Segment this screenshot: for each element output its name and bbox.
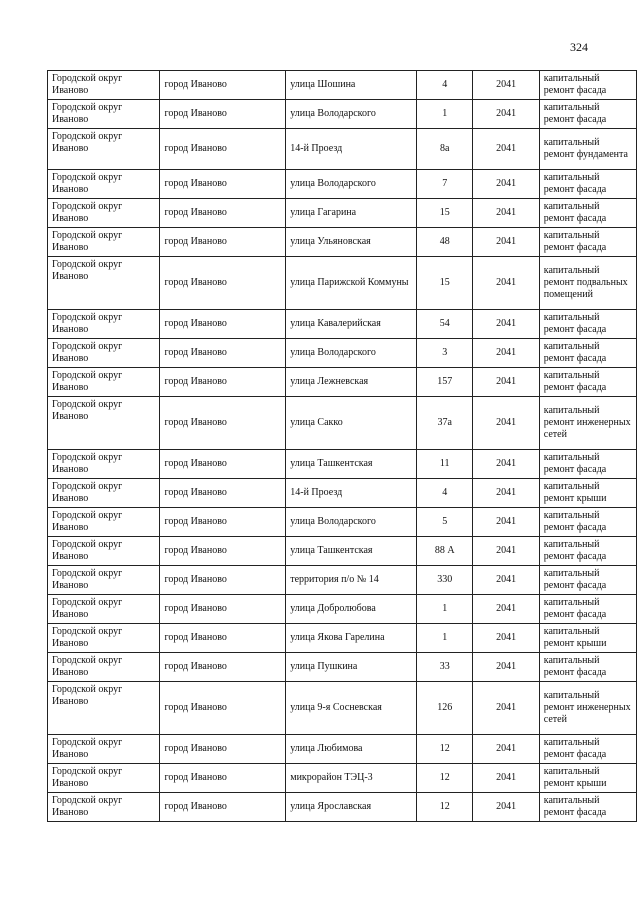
municipality-cell: Городской округ Иваново	[48, 368, 160, 397]
street-cell: улица Добролюбова	[286, 595, 417, 624]
municipality-cell: Городской округ Иваново	[48, 735, 160, 764]
year-cell: 2041	[473, 199, 539, 228]
city-cell: город Иваново	[160, 397, 286, 450]
table-body	[48, 71, 637, 822]
table-row	[48, 566, 637, 595]
city-cell: город Иваново	[160, 793, 286, 822]
page-number: 324	[570, 40, 588, 54]
city-cell: город Иваново	[160, 129, 286, 170]
table-row	[48, 199, 637, 228]
city-cell: город Иваново	[160, 624, 286, 653]
street-cell: улица Шошина	[286, 71, 417, 100]
street-cell: микрорайон ТЭЦ-3	[286, 764, 417, 793]
work-type-cell: капитальный ремонт крыши	[539, 624, 636, 653]
year-cell: 2041	[473, 479, 539, 508]
city-cell: город Иваново	[160, 228, 286, 257]
work-type-cell: капитальный ремонт фасада	[539, 228, 636, 257]
work-type-cell: капитальный ремонт фасада	[539, 450, 636, 479]
house-number-cell: 54	[417, 310, 473, 339]
municipality-cell: Городской округ Иваново	[48, 624, 160, 653]
street-cell: улица Володарского	[286, 508, 417, 537]
table-row	[48, 368, 637, 397]
year-cell: 2041	[473, 566, 539, 595]
city-cell: город Иваново	[160, 170, 286, 199]
year-cell: 2041	[473, 339, 539, 368]
year-cell: 2041	[473, 450, 539, 479]
work-type-cell: капитальный ремонт инженерных сетей	[539, 682, 636, 735]
table-row	[48, 450, 637, 479]
city-cell: город Иваново	[160, 257, 286, 310]
year-cell: 2041	[473, 129, 539, 170]
street-cell: улица Пушкина	[286, 653, 417, 682]
house-number-cell: 37а	[417, 397, 473, 450]
year-cell: 2041	[473, 624, 539, 653]
street-cell: улица Володарского	[286, 100, 417, 129]
work-type-cell: капитальный ремонт фасада	[539, 71, 636, 100]
street-cell: улица Якова Гарелина	[286, 624, 417, 653]
house-number-cell: 8а	[417, 129, 473, 170]
street-cell: улица Володарского	[286, 170, 417, 199]
city-cell: город Иваново	[160, 508, 286, 537]
house-number-cell: 126	[417, 682, 473, 735]
municipality-cell: Городской округ Иваново	[48, 537, 160, 566]
municipality-cell: Городской округ Иваново	[48, 682, 160, 735]
table-row	[48, 71, 637, 100]
work-type-cell: капитальный ремонт фасада	[539, 339, 636, 368]
house-number-cell: 33	[417, 653, 473, 682]
city-cell: город Иваново	[160, 450, 286, 479]
house-number-cell: 48	[417, 228, 473, 257]
street-cell: улица Ташкентская	[286, 537, 417, 566]
table-row	[48, 595, 637, 624]
street-cell: улица 9-я Сосневская	[286, 682, 417, 735]
house-number-cell: 330	[417, 566, 473, 595]
city-cell: город Иваново	[160, 100, 286, 129]
table-row	[48, 339, 637, 368]
house-number-cell: 15	[417, 199, 473, 228]
year-cell: 2041	[473, 228, 539, 257]
table-row	[48, 129, 637, 170]
house-number-cell: 157	[417, 368, 473, 397]
municipality-cell: Городской округ Иваново	[48, 310, 160, 339]
work-type-cell: капитальный ремонт фасада	[539, 537, 636, 566]
municipality-cell: Городской округ Иваново	[48, 199, 160, 228]
municipality-cell: Городской округ Иваново	[48, 764, 160, 793]
street-cell: улица Ульяновская	[286, 228, 417, 257]
city-cell: город Иваново	[160, 653, 286, 682]
city-cell: город Иваново	[160, 735, 286, 764]
house-number-cell: 12	[417, 793, 473, 822]
table-row	[48, 100, 637, 129]
municipality-cell: Городской округ Иваново	[48, 566, 160, 595]
house-number-cell: 1	[417, 100, 473, 129]
house-number-cell: 5	[417, 508, 473, 537]
municipality-cell: Городской округ Иваново	[48, 595, 160, 624]
table-row	[48, 397, 637, 450]
year-cell: 2041	[473, 257, 539, 310]
work-type-cell: капитальный ремонт крыши	[539, 764, 636, 793]
work-type-cell: капитальный ремонт фасада	[539, 310, 636, 339]
year-cell: 2041	[473, 368, 539, 397]
municipality-cell: Городской округ Иваново	[48, 479, 160, 508]
street-cell: улица Гагарина	[286, 199, 417, 228]
city-cell: город Иваново	[160, 310, 286, 339]
house-number-cell: 1	[417, 624, 473, 653]
city-cell: город Иваново	[160, 479, 286, 508]
work-type-cell: капитальный ремонт подвальных помещений	[539, 257, 636, 310]
table-row	[48, 624, 637, 653]
house-number-cell: 1	[417, 595, 473, 624]
city-cell: город Иваново	[160, 566, 286, 595]
year-cell: 2041	[473, 310, 539, 339]
municipality-cell: Городской округ Иваново	[48, 129, 160, 170]
municipality-cell: Городской округ Иваново	[48, 71, 160, 100]
city-cell: город Иваново	[160, 764, 286, 793]
year-cell: 2041	[473, 735, 539, 764]
work-type-cell: капитальный ремонт фасада	[539, 368, 636, 397]
municipality-cell: Городской округ Иваново	[48, 508, 160, 537]
municipality-cell: Городской округ Иваново	[48, 228, 160, 257]
work-type-cell: капитальный ремонт фасада	[539, 100, 636, 129]
city-cell: город Иваново	[160, 71, 286, 100]
city-cell: город Иваново	[160, 595, 286, 624]
street-cell: улица Лежневская	[286, 368, 417, 397]
year-cell: 2041	[473, 508, 539, 537]
street-cell: 14-й Проезд	[286, 129, 417, 170]
year-cell: 2041	[473, 793, 539, 822]
city-cell: город Иваново	[160, 199, 286, 228]
work-type-cell: капитальный ремонт фасада	[539, 199, 636, 228]
table-row	[48, 653, 637, 682]
year-cell: 2041	[473, 71, 539, 100]
table-row	[48, 682, 637, 735]
street-cell: улица Любимова	[286, 735, 417, 764]
table-row	[48, 508, 637, 537]
work-type-cell: капитальный ремонт крыши	[539, 479, 636, 508]
municipality-cell: Городской округ Иваново	[48, 339, 160, 368]
repair-schedule-table	[47, 70, 637, 822]
work-type-cell: капитальный ремонт фундамента	[539, 129, 636, 170]
year-cell: 2041	[473, 595, 539, 624]
table-row	[48, 310, 637, 339]
table-row	[48, 479, 637, 508]
municipality-cell: Городской округ Иваново	[48, 170, 160, 199]
house-number-cell: 12	[417, 735, 473, 764]
street-cell: 14-й Проезд	[286, 479, 417, 508]
house-number-cell: 15	[417, 257, 473, 310]
year-cell: 2041	[473, 764, 539, 793]
municipality-cell: Городской округ Иваново	[48, 397, 160, 450]
table-row	[48, 735, 637, 764]
street-cell: территория п/о № 14	[286, 566, 417, 595]
municipality-cell: Городской округ Иваново	[48, 257, 160, 310]
house-number-cell: 12	[417, 764, 473, 793]
city-cell: город Иваново	[160, 339, 286, 368]
city-cell: город Иваново	[160, 682, 286, 735]
house-number-cell: 11	[417, 450, 473, 479]
street-cell: улица Кавалерийская	[286, 310, 417, 339]
table-row	[48, 257, 637, 310]
house-number-cell: 7	[417, 170, 473, 199]
city-cell: город Иваново	[160, 368, 286, 397]
municipality-cell: Городской округ Иваново	[48, 450, 160, 479]
house-number-cell: 4	[417, 71, 473, 100]
work-type-cell: капитальный ремонт фасада	[539, 170, 636, 199]
house-number-cell: 88 А	[417, 537, 473, 566]
house-number-cell: 3	[417, 339, 473, 368]
work-type-cell: капитальный ремонт инженерных сетей	[539, 397, 636, 450]
municipality-cell: Городской округ Иваново	[48, 653, 160, 682]
city-cell: город Иваново	[160, 537, 286, 566]
work-type-cell: капитальный ремонт фасада	[539, 653, 636, 682]
street-cell: улица Парижской Коммуны	[286, 257, 417, 310]
work-type-cell: капитальный ремонт фасада	[539, 508, 636, 537]
table-row	[48, 764, 637, 793]
work-type-cell: капитальный ремонт фасада	[539, 793, 636, 822]
work-type-cell: капитальный ремонт фасада	[539, 735, 636, 764]
year-cell: 2041	[473, 682, 539, 735]
year-cell: 2041	[473, 100, 539, 129]
street-cell: улица Сакко	[286, 397, 417, 450]
table-row	[48, 537, 637, 566]
table-row	[48, 228, 637, 257]
year-cell: 2041	[473, 537, 539, 566]
work-type-cell: капитальный ремонт фасада	[539, 566, 636, 595]
table-row	[48, 170, 637, 199]
year-cell: 2041	[473, 397, 539, 450]
work-type-cell: капитальный ремонт фасада	[539, 595, 636, 624]
year-cell: 2041	[473, 653, 539, 682]
year-cell: 2041	[473, 170, 539, 199]
municipality-cell: Городской округ Иваново	[48, 793, 160, 822]
street-cell: улица Ярославская	[286, 793, 417, 822]
street-cell: улица Володарского	[286, 339, 417, 368]
street-cell: улица Ташкентская	[286, 450, 417, 479]
municipality-cell: Городской округ Иваново	[48, 100, 160, 129]
table-row	[48, 793, 637, 822]
house-number-cell: 4	[417, 479, 473, 508]
